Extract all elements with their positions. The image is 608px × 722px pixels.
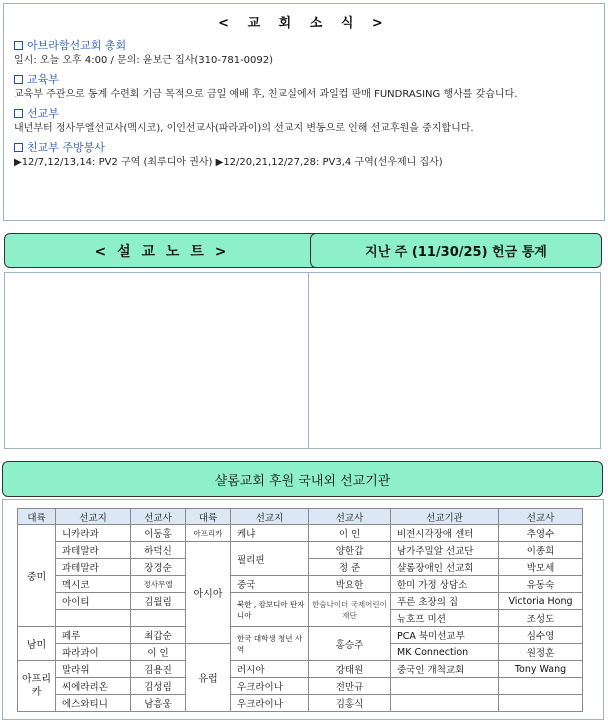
table-row xyxy=(18,593,583,610)
missionary-cell: 김성림 xyxy=(131,678,186,695)
offering-stats-header: 지난 주 (11/30/25) 헌금 통계 xyxy=(310,233,602,268)
missionary-cell: 장경순 xyxy=(131,559,186,576)
missionary-cell: 정사무엘 xyxy=(131,576,186,593)
country-cell: 말라위 xyxy=(56,661,131,678)
news-section xyxy=(14,71,594,102)
missionary-cell: 조성도 xyxy=(499,610,583,627)
country-cell: 우크라이나 xyxy=(231,678,309,695)
organization-cell: 뉴호프 미션 xyxy=(391,610,499,627)
table-row xyxy=(18,678,583,695)
country-cell: 페루 xyxy=(56,627,131,644)
country-cell: 러시아 xyxy=(231,661,309,678)
country-cell: 우크라이나 xyxy=(231,695,309,712)
missionary-cell: 전만규 xyxy=(309,678,391,695)
missionary-cell: 김홍식 xyxy=(309,695,391,712)
organization-cell: 비전시각장애 센터 xyxy=(391,525,499,542)
section-heading: 선교부 xyxy=(27,107,59,120)
news-section xyxy=(14,139,594,170)
missionary-cell: 박모세 xyxy=(499,559,583,576)
missionary-cell: 최갑순 xyxy=(131,627,186,644)
table-row xyxy=(18,525,583,542)
country-cell: 케냐 xyxy=(231,525,309,542)
missionary-cell: 이 인 xyxy=(309,525,391,542)
sermon-notes-header: < 설 교 노 트 > xyxy=(4,233,320,268)
organization-cell: 남가주밀알 선교단 xyxy=(391,542,499,559)
header-cell: 선교지 xyxy=(231,509,309,525)
header-cell: 선교지 xyxy=(56,509,131,525)
missionary-cell: Tony Wang xyxy=(499,661,583,678)
missionary-cell: 유동숙 xyxy=(499,576,583,593)
section-heading: 교육부 xyxy=(27,73,59,86)
news-section xyxy=(14,105,594,136)
sermon-notes-area xyxy=(4,272,319,449)
church-news-box xyxy=(3,3,605,221)
missions-table xyxy=(17,508,583,712)
missionary-cell: 이종희 xyxy=(499,542,583,559)
missions-header: 샬롬교회 후원 국내외 선교기관 xyxy=(2,461,603,497)
offering-stats-area xyxy=(308,272,601,449)
header-cell: 선교사 xyxy=(131,509,186,525)
country-cell: 아이티 xyxy=(56,593,131,610)
missionary-cell: 추영수 xyxy=(499,525,583,542)
missionary-cell: 김용진 xyxy=(131,661,186,678)
missionary-cell: Victoria Hong xyxy=(499,593,583,610)
country-cell xyxy=(56,610,131,627)
region-cell: 남미 xyxy=(18,627,56,661)
organization-cell: 한미 가정 상담소 xyxy=(391,576,499,593)
section-body: 일시: 오늘 오후 4:00 / 문의: 윤보근 집사(310-781-0092) xyxy=(14,55,274,66)
missionary-cell: 홍승주 xyxy=(309,627,391,661)
region-cell: 유럽 xyxy=(186,644,231,712)
table-header-row xyxy=(18,509,583,525)
region-cell: 아프리카 xyxy=(186,525,231,542)
organization-cell: 샬롬장애인 선교회 xyxy=(391,559,499,576)
region-cell: 아프리카 xyxy=(18,661,56,712)
organization-cell: 푸른 초장의 집 xyxy=(391,593,499,610)
checkbox-square-icon xyxy=(14,109,23,118)
country-cell: 필리핀 xyxy=(231,542,309,576)
news-section xyxy=(14,37,594,68)
table-row xyxy=(18,576,583,593)
organization-cell xyxy=(391,695,499,712)
header-cell: 선교사 xyxy=(309,509,391,525)
checkbox-square-icon xyxy=(14,143,23,152)
country-cell: 과테말라 xyxy=(56,559,131,576)
missionary-cell: 김월림 xyxy=(131,593,186,610)
country-cell: 파라과이 xyxy=(56,644,131,661)
missionary-cell xyxy=(131,610,186,627)
missionary-cell: 양한갑 xyxy=(309,542,391,559)
header-cell: 대륙 xyxy=(186,509,231,525)
missionary-cell: 박요한 xyxy=(309,576,391,593)
section-body: 내년부터 정사무엘선교사(멕시코), 이인선교사(파라과이)의 선교지 변동으로 인해 선교후원을 중지합니다. xyxy=(14,123,474,134)
country-cell: 멕시코 xyxy=(56,576,131,593)
table-row xyxy=(18,695,583,712)
country-cell: 니카라과 xyxy=(56,525,131,542)
section-body: 교육부 주관으로 동계 수련회 기금 목적으로 금일 예배 후, 친교실에서 과일컵 판매 FUNDRASING 행사를 갖습니다. xyxy=(14,89,518,100)
country-cell: 씨에라리온 xyxy=(56,678,131,695)
country-cell: 북한 , 캄보디아 탄자니아 xyxy=(231,593,309,627)
organization-cell: 중국인 개척교회 xyxy=(391,661,499,678)
country-cell: 에스와티니 xyxy=(56,695,131,712)
organization-cell xyxy=(391,678,499,695)
organization-cell: PCA 북미선교부 xyxy=(391,627,499,644)
country-cell: 한국 대학생 청년 사역 xyxy=(231,627,309,661)
table-row xyxy=(18,627,583,644)
organization-cell: MK Connection xyxy=(391,644,499,661)
missionary-cell: 정 준 xyxy=(309,559,391,576)
missions-box xyxy=(2,499,604,720)
missionary-cell: 이 인 xyxy=(131,644,186,661)
checkbox-square-icon xyxy=(14,75,23,84)
table-row xyxy=(18,542,583,559)
region-cell: 아시아 xyxy=(186,542,231,644)
missionary-cell: 하덕신 xyxy=(131,542,186,559)
missionary-cell xyxy=(499,678,583,695)
table-row xyxy=(18,661,583,678)
church-news-title: < 교 회 소 식 > xyxy=(218,16,390,31)
header-cell: 선교기관 xyxy=(391,509,499,525)
section-body: ▶12/7,12/13,14: PV2 구역 (최루디아 권사) ▶12/20,21,12/27,28: PV3,4 구역(선우제니 집사) xyxy=(14,157,443,168)
country-cell: 과테말라 xyxy=(56,542,131,559)
missionary-cell: 남흥웅 xyxy=(131,695,186,712)
section-heading: 아브라함선교회 총회 xyxy=(27,39,127,52)
missionary-cell: 이동홍 xyxy=(131,525,186,542)
country-cell: 중국 xyxy=(231,576,309,593)
missionary-cell: 한숨나이더 국제어린이 재단 xyxy=(309,593,391,627)
missionary-cell: 원정훈 xyxy=(499,644,583,661)
section-heading: 친교부 주방봉사 xyxy=(27,141,105,154)
missionary-cell: 심수영 xyxy=(499,627,583,644)
region-cell: 중미 xyxy=(18,525,56,627)
missionary-cell: 강태원 xyxy=(309,661,391,678)
checkbox-square-icon xyxy=(14,41,23,50)
missionary-cell xyxy=(499,695,583,712)
header-cell: 선교사 xyxy=(499,509,583,525)
header-cell: 대륙 xyxy=(18,509,56,525)
